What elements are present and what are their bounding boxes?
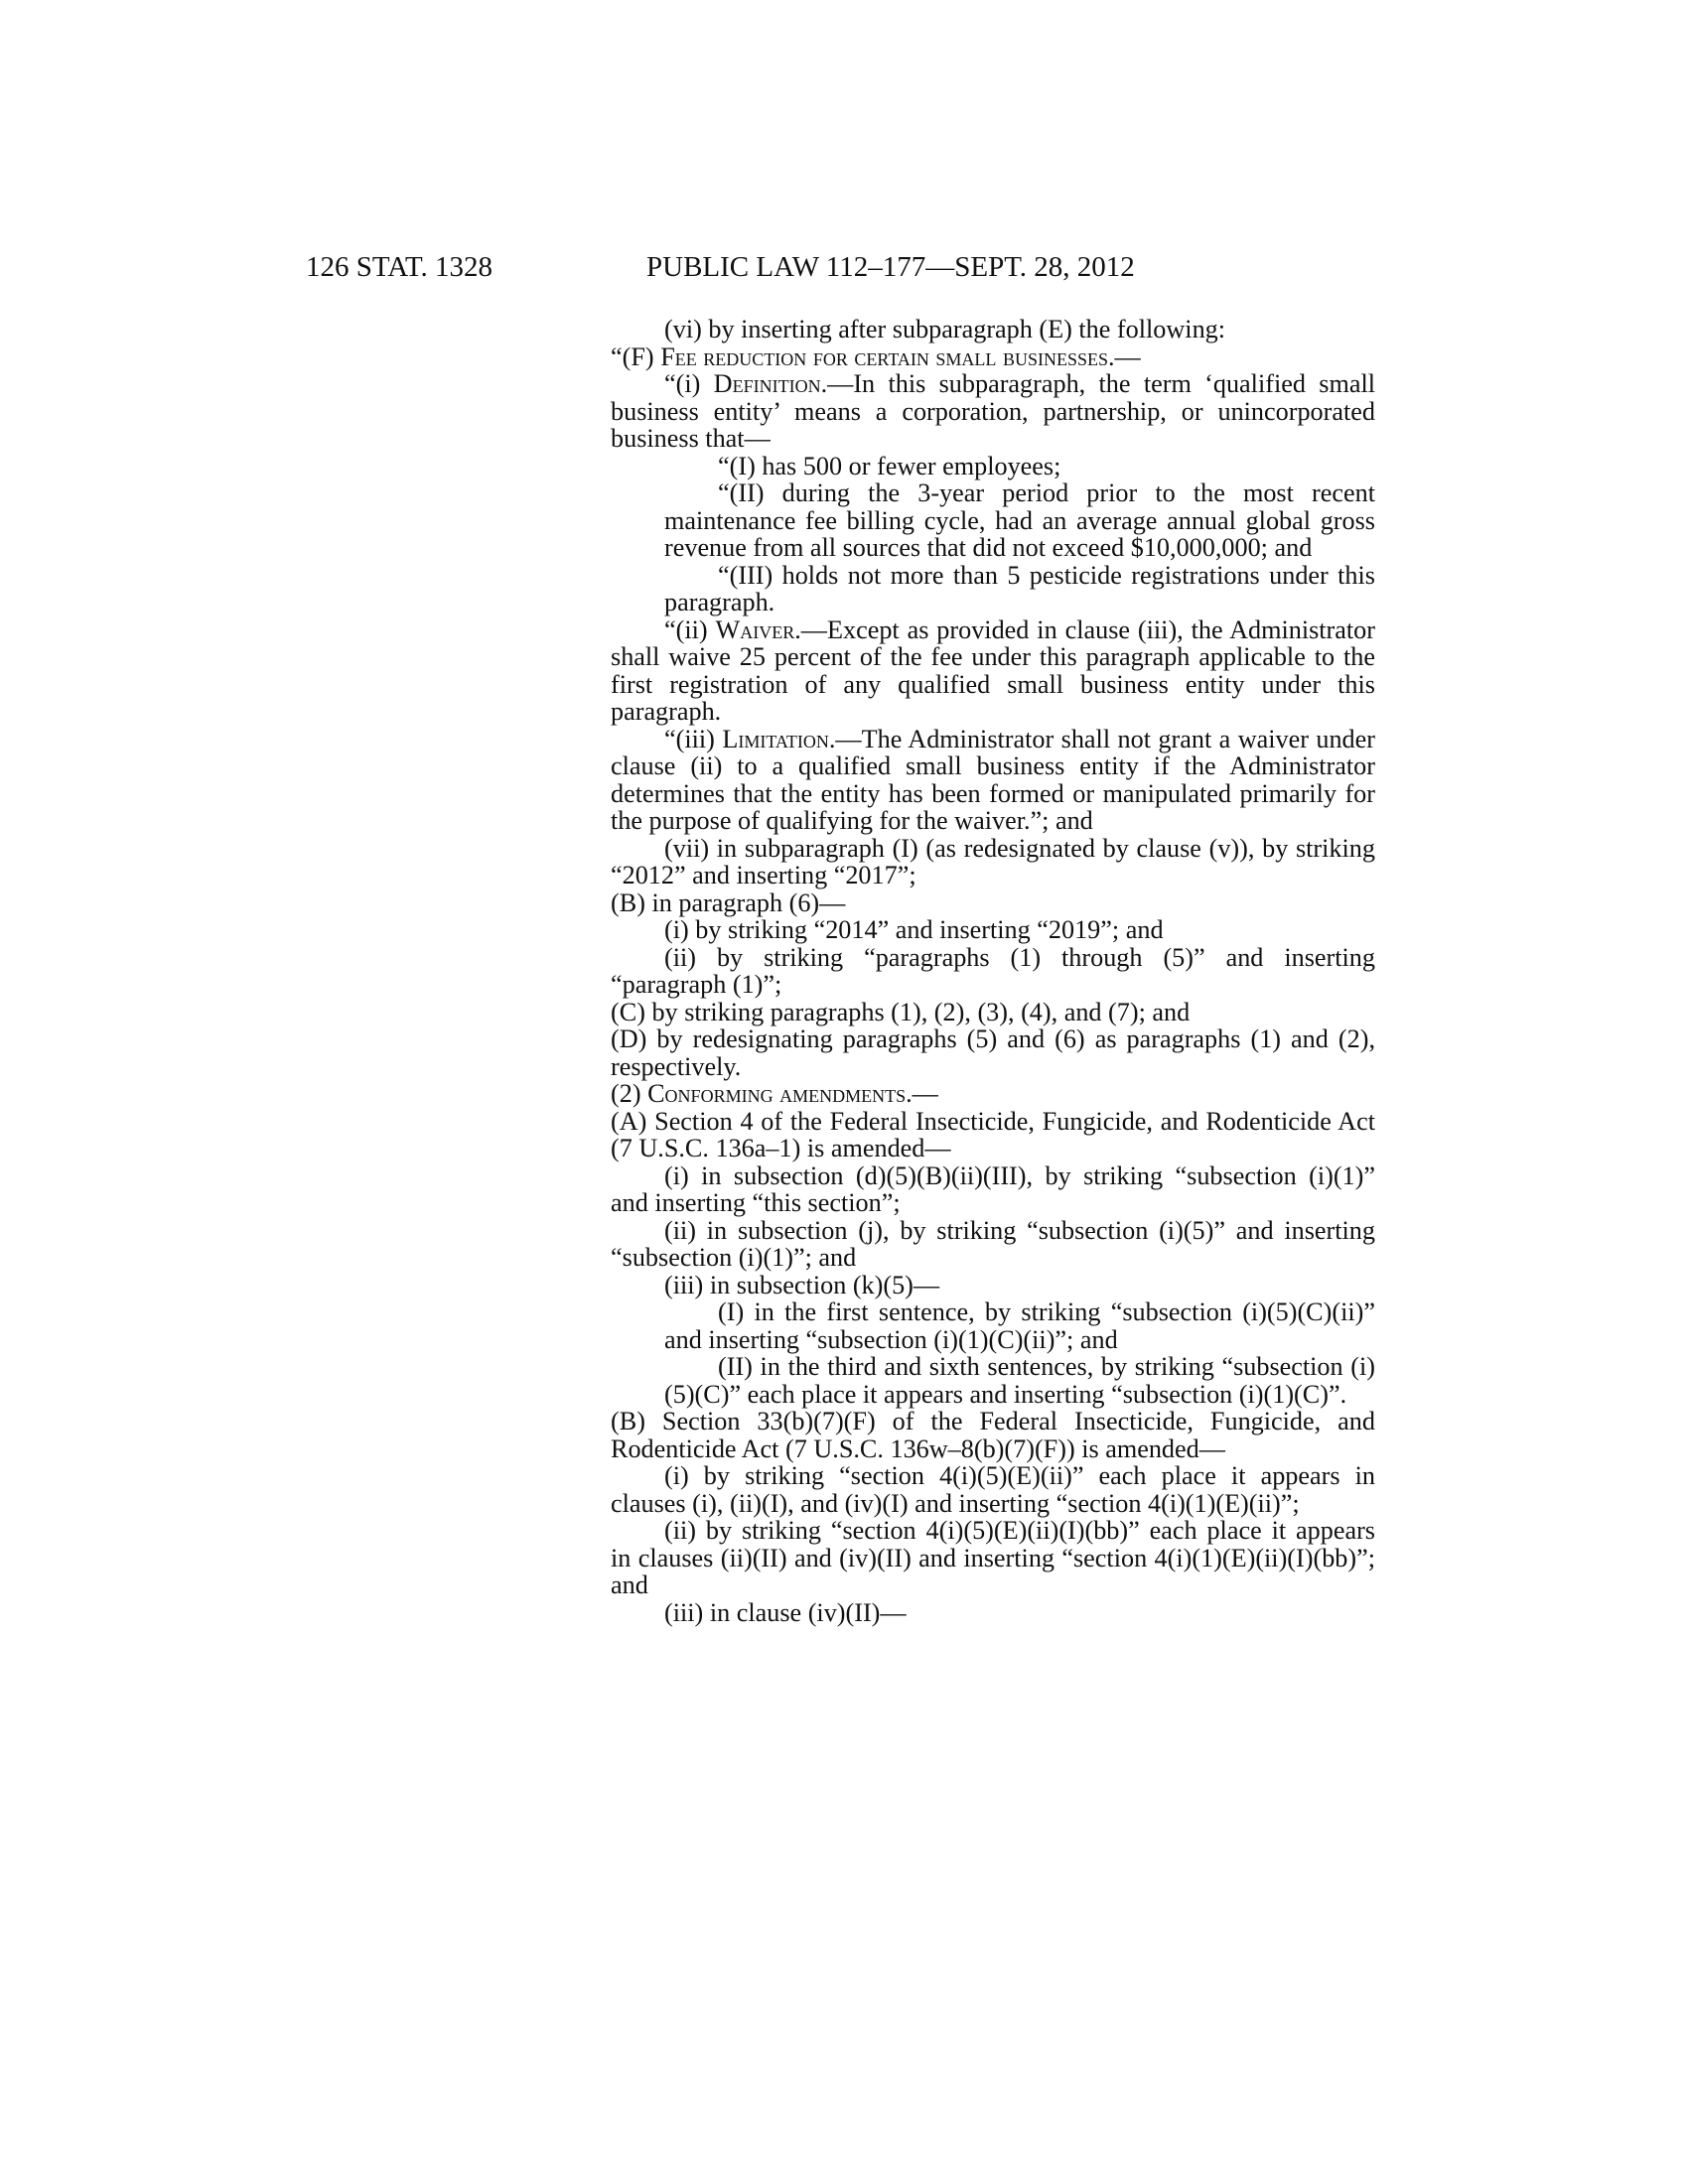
conforming-b-ii: (ii) by striking “section 4(i)(5)(E)(ii)(I)(bb)” each place it appears in clauses (ii)(II) and (iv)(II) and inserting “section 4(i)(1)(E)(ii)(I)(bb)”; and [611, 1516, 1375, 1599]
clause-b-ii: (ii) by striking “paragraphs (1) through (5)” and inserting “paragraph (1)”; [611, 942, 1375, 999]
conforming-a-iii: (iii) in subsection (k)(5)— [664, 1270, 940, 1299]
conforming-b-i: (i) by striking “section 4(i)(5)(E)(ii)” each place it appears in clauses (i), (ii)(I), and (iv)(I) and inserting “section 4(i)(1)(E)(ii)”; [611, 1461, 1375, 1518]
subclause-ii-revenue: “(II) during the 3-year period prior to the most recent maintenance fee billing cycle, had an average annual global gross revenue from all sources that did not exceed $10,000,000; and [664, 478, 1375, 562]
heading-waiver: Waiver. [715, 614, 801, 644]
clause-limitation: “(iii) Limitation.—The Administrator shall not grant a waiver under clause (ii) to a qualified small business entity if the Administrator determines that the entity has been formed or manipulated primarily for the purpose of qualifying for the waiver.”; and [611, 724, 1375, 835]
conforming-a-iii-i: (I) in the first sentence, by striking “subsection (i)(5)(C)(ii)” and inserting “subsection (i)(1)(C)(ii)”; and [664, 1297, 1375, 1354]
subclause-i-employees: “(I) has 500 or fewer employees; [718, 451, 1061, 480]
conforming-a-iii-ii: (II) in the third and sixth sentences, by striking “subsection (i)(5)(C)” each place it appears and inserting “subsection (i)(1)(C)”. [664, 1352, 1375, 1409]
heading-fee-reduction: Fee reduction for certain small businesses. [660, 341, 1115, 371]
clause-vi-insert: (vi) by inserting after subparagraph (E) the following: [664, 315, 1226, 343]
heading-definition: Definition. [713, 369, 828, 398]
subparagraph-d: (D) by redesignating paragraphs (5) and (6) as paragraphs (1) and (2), respectively. [611, 1024, 1375, 1081]
heading-limitation: Limitation. [722, 724, 836, 753]
conforming-a: (A) Section 4 of the Federal Insecticide, Fungicide, and Rodenticide Act (7 U.S.C. 136a–1) is amended— [611, 1106, 1375, 1162]
statute-body [611, 316, 1375, 1626]
conforming-a-i: (i) in subsection (d)(5)(B)(ii)(III), by striking “subsection (i)(1)” and inserting “this section”; [611, 1160, 1375, 1217]
clause-waiver: “(ii) Waiver.—Except as provided in clause (iii), the Administrator shall waive 25 percent of the fee under this paragraph applicable to the first registration of any qualified small business entity under this paragraph. [611, 614, 1375, 726]
subparagraph-f-heading: “(F) Fee reduction for certain small businesses.— [611, 341, 1141, 371]
conforming-b-iii: (iii) in clause (iv)(II)— [664, 1597, 907, 1627]
paragraph-2-heading: (2) Conforming amendments.— [611, 1079, 938, 1108]
page-running-header: PUBLIC LAW 112–177—SEPT. 28, 2012 [646, 251, 1135, 283]
subparagraph-b-intro: (B) in paragraph (6)— [611, 887, 846, 917]
clause-b-i: (i) by striking “2014” and inserting “2019”; and [664, 915, 1164, 944]
clause-definition: “(i) Definition.—In this subparagraph, the term ‘qualified small business entity’ means a corporation, partnership, or unincorporated business that— [611, 369, 1376, 453]
subclause-iii-registrations: “(III) holds not more than 5 pesticide registrations under this paragraph. [664, 560, 1375, 616]
subparagraph-c: (C) by striking paragraphs (1), (2), (3), (4), and (7); and [611, 997, 1191, 1026]
heading-conforming-amendments: Conforming amendments. [647, 1079, 913, 1108]
conforming-b: (B) Section 33(b)(7)(F) of the Federal Insecticide, Fungicide, and Rodenticide Act (7 U.S.C. 136w–8(b)(7)(F)) is amended— [611, 1407, 1375, 1463]
page-stat-citation: 126 STAT. 1328 [306, 251, 493, 283]
conforming-a-ii: (ii) in subsection (j), by striking “subsection (i)(5)” and inserting “subsection (i)(1)”; and [611, 1215, 1375, 1272]
clause-vii: (vii) in subparagraph (I) (as redesignated by clause (v)), by striking “2012” and inserting “2017”; [611, 833, 1375, 889]
